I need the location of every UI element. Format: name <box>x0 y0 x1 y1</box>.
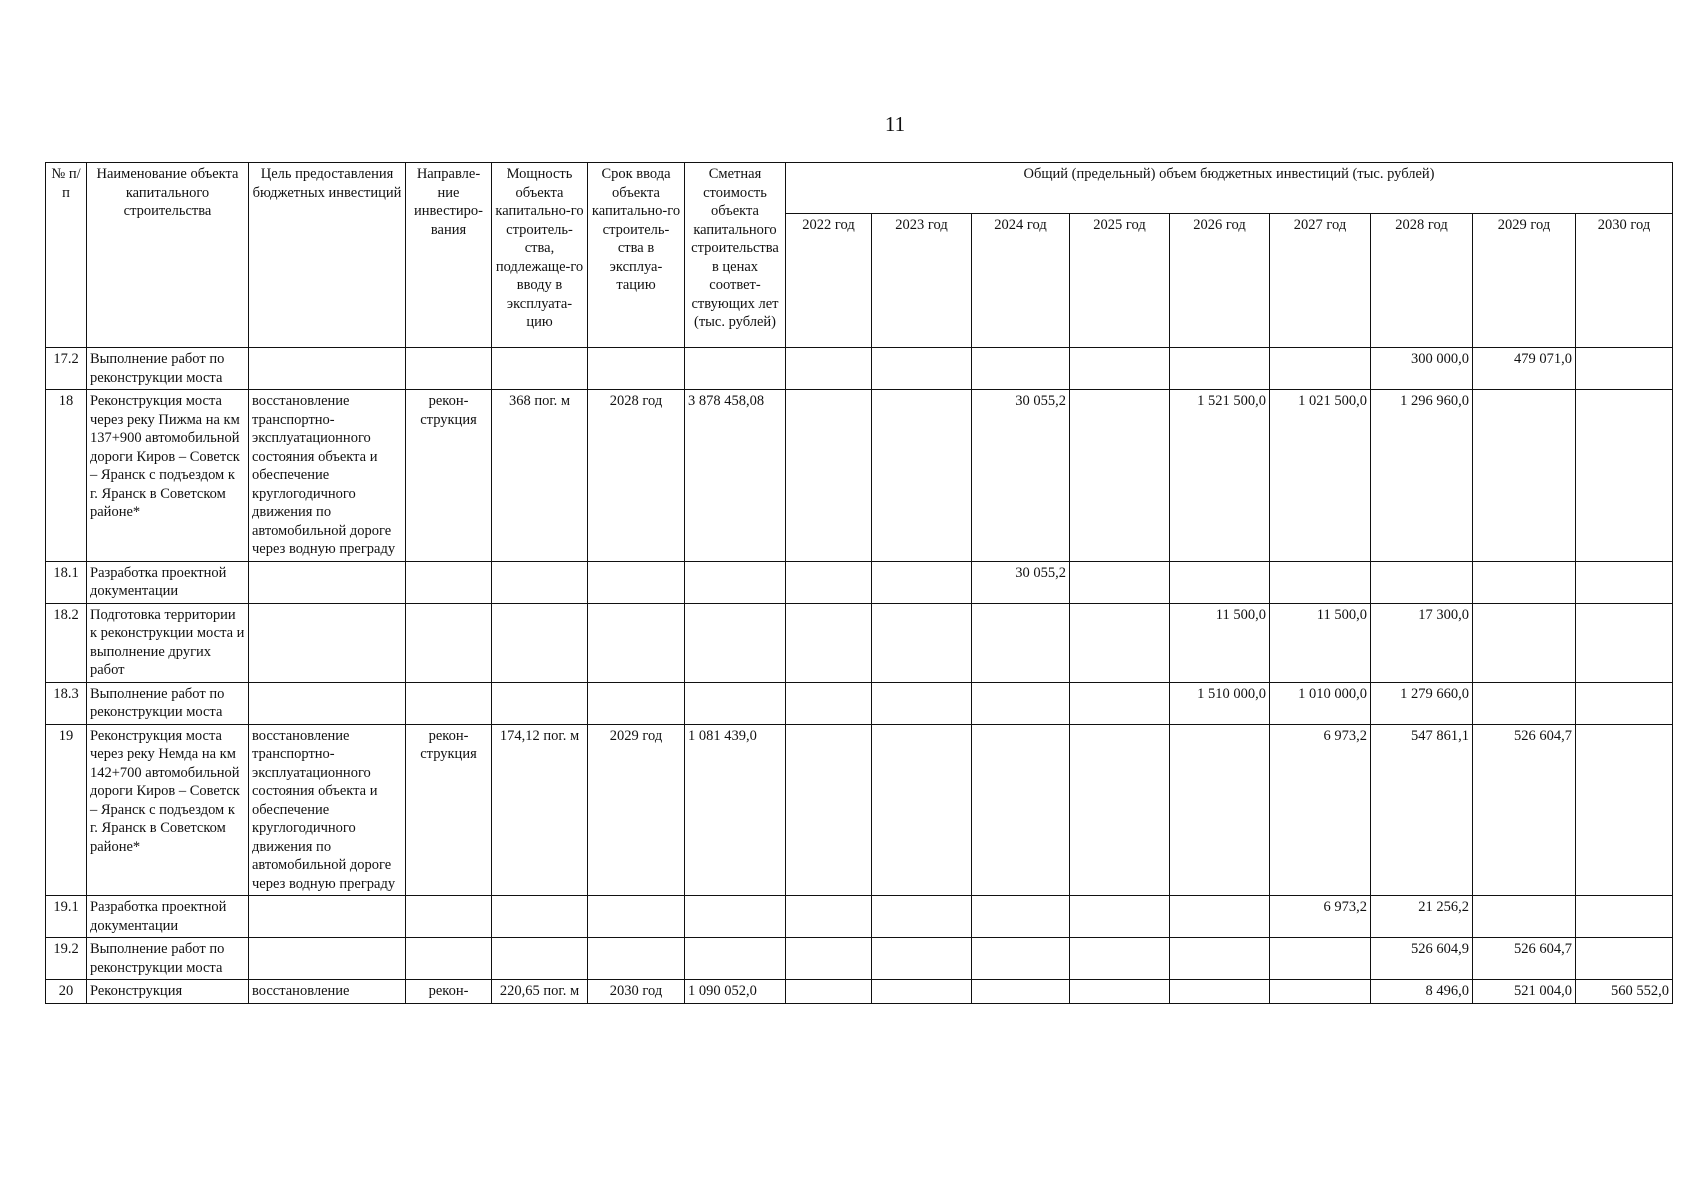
cell-direction: рекон- <box>406 980 492 1004</box>
cell-direction: рекон-струкция <box>406 390 492 562</box>
cell-name: Разработка проектной документации <box>87 561 249 603</box>
cell-goal <box>249 938 406 980</box>
cell-year-value <box>872 896 972 938</box>
cell-year-value: 6 973,2 <box>1270 896 1371 938</box>
cell-year-value <box>1270 938 1371 980</box>
cell-year-value <box>1473 603 1576 682</box>
cell-year-value: 300 000,0 <box>1371 348 1473 390</box>
cell-year-value <box>1170 724 1270 896</box>
cell-year-value <box>786 390 872 562</box>
cell-name: Реконструкция моста через реку Немда на км 142+700 автомобильной дороги Киров – Советск – Яранск с подъездом к г. Яранск в Советском районе* <box>87 724 249 896</box>
cell-term <box>588 896 685 938</box>
cell-year-value: 521 004,0 <box>1473 980 1576 1004</box>
cell-year-value <box>972 724 1070 896</box>
cell-year-value: 526 604,7 <box>1473 724 1576 896</box>
cell-capacity <box>492 561 588 603</box>
cell-term <box>588 561 685 603</box>
cell-year-value: 526 604,7 <box>1473 938 1576 980</box>
cell-year-value <box>1170 938 1270 980</box>
header-year: 2030 год <box>1576 214 1673 348</box>
cell-goal <box>249 348 406 390</box>
header-name: Наименование объекта капитального строительства <box>87 163 249 348</box>
cell-year-value: 11 500,0 <box>1170 603 1270 682</box>
table-row <box>46 390 1673 562</box>
cell-year-value <box>786 348 872 390</box>
cell-year-value: 30 055,2 <box>972 390 1070 562</box>
cell-year-value: 6 973,2 <box>1270 724 1371 896</box>
cell-cost <box>685 603 786 682</box>
cell-term: 2029 год <box>588 724 685 896</box>
cell-goal <box>249 682 406 724</box>
cell-name: Выполнение работ по реконструкции моста <box>87 348 249 390</box>
table-row <box>46 938 1673 980</box>
cell-cost: 3 878 458,08 <box>685 390 786 562</box>
cell-year-value <box>786 682 872 724</box>
cell-capacity <box>492 682 588 724</box>
cell-name: Реконструкция <box>87 980 249 1004</box>
header-year: 2022 год <box>786 214 872 348</box>
cell-cost <box>685 561 786 603</box>
cell-year-value <box>872 390 972 562</box>
cell-term <box>588 938 685 980</box>
cell-goal <box>249 603 406 682</box>
cell-year-value <box>872 682 972 724</box>
table-row <box>46 682 1673 724</box>
cell-year-value <box>972 682 1070 724</box>
cell-num: 18 <box>46 390 87 562</box>
cell-year-value: 479 071,0 <box>1473 348 1576 390</box>
cell-year-value <box>1270 980 1371 1004</box>
cell-num: 17.2 <box>46 348 87 390</box>
cell-capacity: 220,65 пог. м <box>492 980 588 1004</box>
cell-term <box>588 603 685 682</box>
cell-goal <box>249 896 406 938</box>
cell-year-value: 1 521 500,0 <box>1170 390 1270 562</box>
cell-num: 18.1 <box>46 561 87 603</box>
cell-direction <box>406 682 492 724</box>
cell-year-value <box>786 603 872 682</box>
header-year: 2028 год <box>1371 214 1473 348</box>
cell-year-value <box>1070 980 1170 1004</box>
cell-year-value <box>1070 390 1170 562</box>
cell-year-value <box>1576 603 1673 682</box>
cell-year-value <box>1270 561 1371 603</box>
cell-year-value: 547 861,1 <box>1371 724 1473 896</box>
cell-year-value <box>1371 561 1473 603</box>
cell-num: 19 <box>46 724 87 896</box>
cell-year-value: 560 552,0 <box>1576 980 1673 1004</box>
cell-num: 19.1 <box>46 896 87 938</box>
table-row <box>46 561 1673 603</box>
cell-year-value <box>1576 561 1673 603</box>
cell-direction <box>406 603 492 682</box>
cell-num: 19.2 <box>46 938 87 980</box>
header-cost: Сметная стоимость объекта капитального строительства в ценах соответ-ствующих лет (тыс. рублей) <box>685 163 786 348</box>
cell-year-value <box>1170 896 1270 938</box>
cell-capacity <box>492 938 588 980</box>
page-number: 11 <box>884 112 906 136</box>
header-year: 2026 год <box>1170 214 1270 348</box>
cell-year-value <box>1576 938 1673 980</box>
cell-year-value <box>872 724 972 896</box>
cell-year-value <box>1070 938 1170 980</box>
cell-direction <box>406 348 492 390</box>
cell-direction <box>406 561 492 603</box>
cell-term <box>588 348 685 390</box>
cell-year-value <box>786 561 872 603</box>
cell-year-value <box>972 348 1070 390</box>
table-body <box>46 348 1673 1004</box>
cell-goal: восстановление транспортно-эксплуатационного состояния объекта и обеспечение круглогодичного движения по автомобильной дороге через водную преграду <box>249 724 406 896</box>
cell-year-value: 1 510 000,0 <box>1170 682 1270 724</box>
cell-num: 18.3 <box>46 682 87 724</box>
investment-table <box>45 162 1673 1004</box>
cell-year-value <box>1070 896 1170 938</box>
cell-capacity <box>492 896 588 938</box>
cell-year-value <box>872 561 972 603</box>
cell-goal <box>249 561 406 603</box>
cell-year-value <box>1576 724 1673 896</box>
cell-year-value: 8 496,0 <box>1371 980 1473 1004</box>
cell-direction: рекон-струкция <box>406 724 492 896</box>
cell-year-value <box>972 980 1070 1004</box>
cell-year-value <box>972 896 1070 938</box>
cell-goal: восстановление <box>249 980 406 1004</box>
cell-capacity <box>492 348 588 390</box>
cell-year-value: 1 010 000,0 <box>1270 682 1371 724</box>
header-term: Срок ввода объекта капитально-го строитель-ства в эксплуа-тацию <box>588 163 685 348</box>
cell-term <box>588 682 685 724</box>
cell-capacity <box>492 603 588 682</box>
cell-capacity: 368 пог. м <box>492 390 588 562</box>
cell-year-value <box>872 980 972 1004</box>
header-direction: Направле-ние инвестиро-вания <box>406 163 492 348</box>
cell-term: 2030 год <box>588 980 685 1004</box>
cell-year-value: 1 279 660,0 <box>1371 682 1473 724</box>
cell-cost: 1 090 052,0 <box>685 980 786 1004</box>
cell-year-value <box>1576 390 1673 562</box>
table-row <box>46 348 1673 390</box>
cell-year-value: 1 021 500,0 <box>1270 390 1371 562</box>
cell-cost <box>685 938 786 980</box>
cell-name: Реконструкция моста через реку Пижма на км 137+900 автомобильной дороги Киров – Советск – Яранск с подъездом к г. Яранск в Советском районе* <box>87 390 249 562</box>
table-row <box>46 603 1673 682</box>
cell-year-value <box>1473 390 1576 562</box>
cell-name: Выполнение работ по реконструкции моста <box>87 682 249 724</box>
cell-year-value <box>872 603 972 682</box>
cell-year-value <box>786 980 872 1004</box>
cell-year-value <box>1070 603 1170 682</box>
cell-year-value <box>1576 348 1673 390</box>
cell-year-value <box>1070 348 1170 390</box>
cell-cost: 1 081 439,0 <box>685 724 786 896</box>
header-capacity: Мощность объекта капитально-го строитель-ства, подлежаще-го вводу в эксплуата-цию <box>492 163 588 348</box>
cell-term: 2028 год <box>588 390 685 562</box>
cell-year-value: 1 296 960,0 <box>1371 390 1473 562</box>
header-year: 2025 год <box>1070 214 1170 348</box>
cell-year-value <box>872 938 972 980</box>
cell-year-value <box>1070 724 1170 896</box>
cell-year-value <box>1473 561 1576 603</box>
cell-year-value: 21 256,2 <box>1371 896 1473 938</box>
cell-year-value: 526 604,9 <box>1371 938 1473 980</box>
cell-year-value <box>972 938 1070 980</box>
cell-year-value <box>1170 561 1270 603</box>
table-row <box>46 896 1673 938</box>
header-year: 2024 год <box>972 214 1070 348</box>
header-total: Общий (предельный) объем бюджетных инвестиций (тыс. рублей) <box>786 163 1673 214</box>
cell-capacity: 174,12 пог. м <box>492 724 588 896</box>
cell-num: 18.2 <box>46 603 87 682</box>
cell-direction <box>406 896 492 938</box>
cell-year-value: 11 500,0 <box>1270 603 1371 682</box>
cell-year-value <box>786 938 872 980</box>
cell-year-value: 30 055,2 <box>972 561 1070 603</box>
cell-year-value <box>786 896 872 938</box>
table-row <box>46 980 1673 1004</box>
cell-cost <box>685 682 786 724</box>
cell-year-value <box>786 724 872 896</box>
cell-cost <box>685 896 786 938</box>
header-num: № п/п <box>46 163 87 348</box>
cell-name: Подготовка территории к реконструкции моста и выполнение других работ <box>87 603 249 682</box>
cell-year-value <box>1473 896 1576 938</box>
cell-year-value <box>872 348 972 390</box>
cell-name: Разработка проектной документации <box>87 896 249 938</box>
cell-year-value <box>1576 896 1673 938</box>
cell-year-value: 17 300,0 <box>1371 603 1473 682</box>
cell-year-value <box>1070 561 1170 603</box>
cell-year-value <box>1473 682 1576 724</box>
cell-name: Выполнение работ по реконструкции моста <box>87 938 249 980</box>
header-goal: Цель предоставления бюджетных инвестиций <box>249 163 406 348</box>
cell-year-value <box>1170 348 1270 390</box>
cell-year-value <box>1576 682 1673 724</box>
cell-direction <box>406 938 492 980</box>
table-row <box>46 724 1673 896</box>
cell-year-value <box>972 603 1070 682</box>
cell-year-value <box>1270 348 1371 390</box>
cell-goal: восстановление транспортно-эксплуатационного состояния объекта и обеспечение круглогодичного движения по автомобильной дороге через водную преграду <box>249 390 406 562</box>
cell-num: 20 <box>46 980 87 1004</box>
cell-year-value <box>1170 980 1270 1004</box>
header-year: 2023 год <box>872 214 972 348</box>
cell-year-value <box>1070 682 1170 724</box>
header-year: 2029 год <box>1473 214 1576 348</box>
header-year: 2027 год <box>1270 214 1371 348</box>
cell-cost <box>685 348 786 390</box>
